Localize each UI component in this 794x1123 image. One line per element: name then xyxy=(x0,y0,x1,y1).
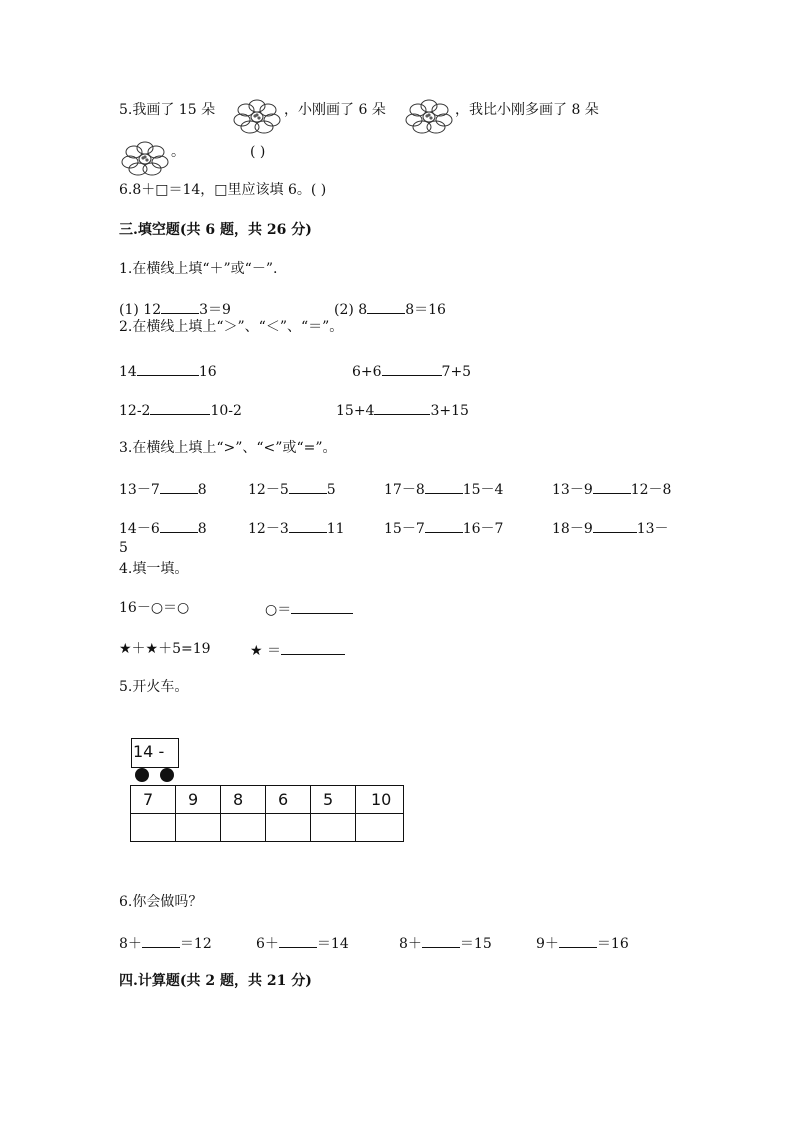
train-car-value: 9 xyxy=(176,786,221,814)
answer-blank[interactable] xyxy=(289,479,327,494)
answer-blank[interactable] xyxy=(425,479,463,494)
flower-icon xyxy=(404,96,454,136)
f3-item-8-wrap: 5 xyxy=(119,540,128,556)
f3-item-7: 15－7 16－7 xyxy=(384,518,503,538)
train-car-value: 5 xyxy=(311,786,356,814)
train-top-row xyxy=(131,786,404,814)
section-3-title: 三.填空题(共 6 题，共 26 分) xyxy=(119,222,312,238)
flower-icon xyxy=(232,96,282,136)
f2-item-4: 15+4 3+15 xyxy=(336,400,469,420)
answer-blank[interactable] xyxy=(559,933,597,948)
train-answer-cell[interactable] xyxy=(311,814,356,842)
f2-item-3: 12-2 10-2 xyxy=(119,400,242,420)
q6-text: 6.8＋□＝14，□里应该填 6。( ) xyxy=(119,182,327,198)
answer-blank[interactable] xyxy=(593,479,631,494)
answer-blank[interactable] xyxy=(279,933,317,948)
f4-equation-1: 16－○＝○ xyxy=(119,600,190,616)
f3-prompt: 3.在横线上填上“>”、“<”或“=”。 xyxy=(119,440,337,456)
answer-blank[interactable] xyxy=(425,518,463,533)
train-car-value: 10 xyxy=(356,786,404,814)
answer-blank[interactable] xyxy=(281,640,345,655)
q5-text-part3: ，我比小刚多画了 8 朵 xyxy=(455,102,599,118)
train-answer-cell[interactable] xyxy=(176,814,221,842)
train-answer-cell[interactable] xyxy=(266,814,311,842)
train-answer-cell[interactable] xyxy=(356,814,404,842)
answer-blank[interactable] xyxy=(289,518,327,533)
answer-blank[interactable] xyxy=(367,299,405,314)
train-car-value: 7 xyxy=(131,786,176,814)
f4-equation-2: ★＋★＋5=19 xyxy=(119,641,211,657)
answer-blank[interactable] xyxy=(160,518,198,533)
train-answer-cell[interactable] xyxy=(131,814,176,842)
wheel-icon xyxy=(160,768,174,782)
f6-item-3: 8＋ ＝15 xyxy=(399,933,492,953)
f3-item-4: 13－9 12－8 xyxy=(552,479,671,499)
answer-blank[interactable] xyxy=(160,479,198,494)
f6-item-4: 9＋ ＝16 xyxy=(536,933,629,953)
answer-blank[interactable] xyxy=(374,400,430,415)
answer-blank[interactable] xyxy=(137,361,199,376)
f6-item-2: 6＋ ＝14 xyxy=(256,933,349,953)
f2-prompt: 2.在横线上填上“＞”、“＜”、“＝”。 xyxy=(119,319,344,335)
f3-item-1: 13－7 8 xyxy=(119,479,207,499)
answer-blank[interactable] xyxy=(593,518,637,533)
flower-icon xyxy=(120,138,170,178)
q5-answer-paren[interactable]: ( ) xyxy=(250,144,266,160)
f4-answer-1: ○＝ xyxy=(265,599,353,619)
answer-blank[interactable] xyxy=(161,299,199,314)
f3-item-5: 14－6 8 xyxy=(119,518,207,538)
f3-item-3: 17－8 15－4 xyxy=(384,479,503,499)
answer-blank[interactable] xyxy=(142,933,180,948)
q5-text-part2: ，小刚画了 6 朵 xyxy=(284,102,386,118)
train-answer-cell[interactable] xyxy=(221,814,266,842)
train-engine: 14 - xyxy=(131,738,179,768)
q5-text-part4: 。 xyxy=(171,144,185,160)
train-car-value: 6 xyxy=(266,786,311,814)
answer-blank[interactable] xyxy=(150,400,210,415)
train-answer-row xyxy=(131,814,404,842)
f4-answer-2: ★ ＝ xyxy=(250,640,345,660)
f5-prompt: 5.开火车。 xyxy=(119,679,189,695)
answer-blank[interactable] xyxy=(382,361,442,376)
wheel-icon xyxy=(135,768,149,782)
f3-item-8: 18－9 13－ xyxy=(552,518,669,538)
f3-item-6: 12－3 11 xyxy=(248,518,345,538)
f2-item-2: 6+6 7+5 xyxy=(352,361,471,381)
train-cars xyxy=(130,785,404,842)
answer-blank[interactable] xyxy=(291,599,353,614)
train-car-value: 8 xyxy=(221,786,266,814)
section-4-title: 四.计算题(共 2 题，共 21 分) xyxy=(119,973,312,989)
f1-prompt: 1.在横线上填“＋”或“－”. xyxy=(119,261,278,277)
f4-prompt: 4.填一填。 xyxy=(119,561,189,577)
f2-item-1: 14 16 xyxy=(119,361,217,381)
f3-item-2: 12－5 5 xyxy=(248,479,336,499)
answer-blank[interactable] xyxy=(422,933,460,948)
f6-item-1: 8＋ ＝12 xyxy=(119,933,212,953)
f6-prompt: 6.你会做吗？ xyxy=(119,894,203,910)
f1-item-2: (2) 8 8＝16 xyxy=(334,299,446,319)
q5-text-part1: 5.我画了 15 朵 xyxy=(119,102,216,118)
f1-item-1: (1) 12 3＝9 xyxy=(119,299,231,319)
